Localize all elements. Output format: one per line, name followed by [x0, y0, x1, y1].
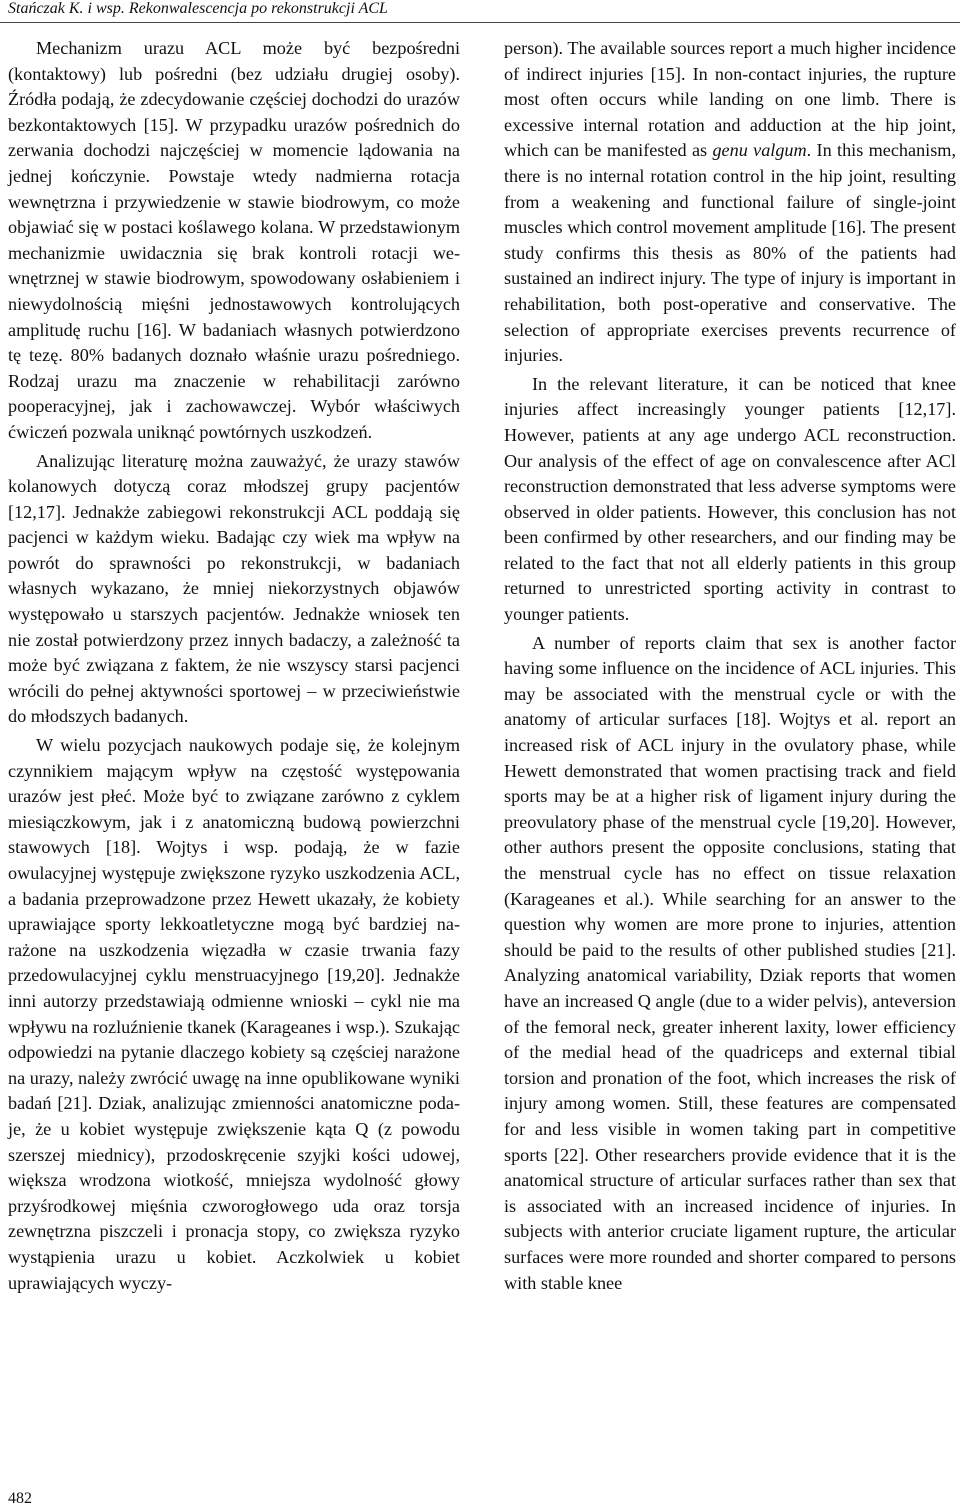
- right-paragraph-1-part-a: person). The available sources report a much higher incidence of indirect injuries [15]. In non-contact injuries, the rupture most often occurs while landing on one limb. There is excessive internal rotation and adduction at the hip joint, which can be manifested as: [504, 38, 956, 161]
- header-rule: [0, 22, 960, 23]
- page-number: 482: [8, 1490, 32, 1507]
- left-paragraph-1: Mechanizm urazu ACL może być bezpośredni (kontaktowy) lub pośredni (bez udziału drugiej osoby). Źródła podają, że zdecydowanie częściej dochodzi do urazów bezkontaktowych [15]. W przypadku urazów pośrednich do zerwania dochodzi najczęściej w momencie lądowania na jednej kończynie. Powstaje wtedy nadmierna rotacja wewnętrzna i przywiedzenie w stawie biodrowym, co może objawiać się w postaci koślawego kolana. W przedstawionym mechanizmie uwidacznia się brak kontroli rotacji wewnętrznej w stawie biodrowym, spowodowany osłabieniem i niewydolnością mięśni jednostawowych kontrolujących amplitudę ruchu [16]. W badaniach własnych potwierdzono tę tezę. 80% badanych doznało właśnie urazu pośredniego. Rodzaj urazu ma znaczenie w rehabilitacji zarówno pooperacyjnej, jak i zachowawczej. Wybór właściwych ćwiczeń pozwala uniknąć powtórnych uszkodzeń.: [8, 38, 460, 442]
- right-paragraph-3: A number of reports claim that sex is another factor having some influence on the incidence of ACL injuries. This may be associated with the menstrual cycle or with the anatomy of articular surfaces [18]. Wojtys et al. report an increased risk of ACL injury in the ovulatory phase, while Hewett demonstrated that women practising track and field sports may be at a higher risk of ligament injury during the preovulatory phase of the menstrual cycle [19,20]. However, other authors present the opposite conclusions, stating that the menstrual cycle has no effect on tissue relaxation (Karageanes et al.). While searching for an answer to the question why women are more prone to injuries, attention should be paid to the results of other published studies [21]. Analyzing anatomical variability, Dziak reports that women have an increased Q angle (due to a wider pelvis), anteversion of the femoral neck, greater inherent laxity, lower efficiency of the medial head of the quadriceps and external tibial torsion and pronation of the foot, which increases the risk of injury among women. Still, these features are compensated for and less visible in women taking part in competitive sports [22]. Other researchers provide evidence that it is the anatomical structure of articular surfaces rather than sex that is associated with an increased incidence of injuries. In subjects with anterior cruciate ligament rupture, the articular surfaces were more rounded and shorter compared to persons with stable knee: [504, 632, 956, 1293]
- right-paragraph-1-part-b: . In this mechanism, there is no internal rotation control in the hip joint, resulting from a weakening and functional failure of single-joint muscles which control movement amplitude [16]. The present study confirms this thesis as 80% of the patients had sustained an indirect injury. The type of injury is important in rehabilitation, both post-operative and conservative. The selection of appropriate exercises prevents recurrence of injuries.: [504, 140, 957, 366]
- left-paragraph-3: W wielu pozycjach naukowych podaje się, że kolejnym czynnikiem mającym wpływ na częstość występowania urazów jest płeć. Może być to związane zarówno z cyklem miesiączkowym, jak i z anatomiczną budową powierzchni stawowych [18]. Wojtys i wsp. podają, że w fazie owulacyjnej występuje zwiększone ryzyko uszkodzenia ACL, a badania przeprowadzone przez Hewett ukazały, że kobiety uprawiające sporty lekkoatletyczne mogą być bardziej narażone na uszkodzenia więzadła w czasie trwania fazy przedowulacyjnej cyklu menstruacyjnego [19,20]. Jednakże inni autorzy przedstawiają odmienne wnioski – cykl nie ma wpływu na rozluźnienie tkanek (Karageanes i wsp.). Szukając odpowiedzi na pytanie dlaczego kobiety są częściej narażone na urazy, należy zwrócić uwagę na inne opublikowane wyniki badań [21]. Dziak, analizując zmienności anatomiczne podaje, że u kobiet występuje zwiększenie kąta Q (z powodu szerszej miednicy), przodoskręcenie szyjki kości udowej, większa wrodzona wiotkość, mniejsza wydolność głowy przyśrodkowej mięśnia czworogłowego uda oraz torsja zewnętrzna piszczeli i pronacja stopy, co zwiększa ryzyko wystąpienia urazu u kobiet. Aczkolwiek u kobiet uprawiających wyczy-: [8, 735, 460, 1293]
- right-paragraph-2: In the relevant literature, it can be noticed that knee injuries affect increasingly younger patients [12,17]. However, patients at any age undergo ACL reconstruction. Our analysis of the effect of age on convalescence after ACl reconstruction demonstrated that less adverse symptoms were observed in older patients. However, this conclusion has not been confirmed by other researchers, and our finding may be related to the fact that not all elderly patients in this group returned to unrestricted sporting activity in contrast to younger patients.: [504, 373, 956, 625]
- left-paragraph-2: Analizując literaturę można zauważyć, że urazy stawów kolanowych dotyczą coraz młodszej grupy pacjentów [12,17]. Jednakże zabiegowi rekonstrukcji ACL poddają się pacjenci w każdym wieku. Badając czy wiek ma wpływ na powrót do sprawności po rekonstrukcji, w badaniach własnych wykazano, że mniej niekorzystnych objawów występowało u starszych pacjentów. Jednakże wniosek ten nie został potwierdzony przez innych badaczy, a zależność ta może być związana z faktem, że nie wszyscy starsi pacjenci wrócili do pełnej aktywności sportowej – w przeciwieństwie do młodszych badanych.: [8, 450, 460, 727]
- right-column: [504, 36, 956, 1296]
- running-head: Stańczak K. i wsp. Rekonwalescencja po rekonstrukcji ACL: [8, 0, 388, 17]
- right-paragraph-1-italic-term: genu valgum: [712, 140, 807, 161]
- left-column: [8, 36, 460, 1296]
- right-paragraph-1: [504, 36, 956, 369]
